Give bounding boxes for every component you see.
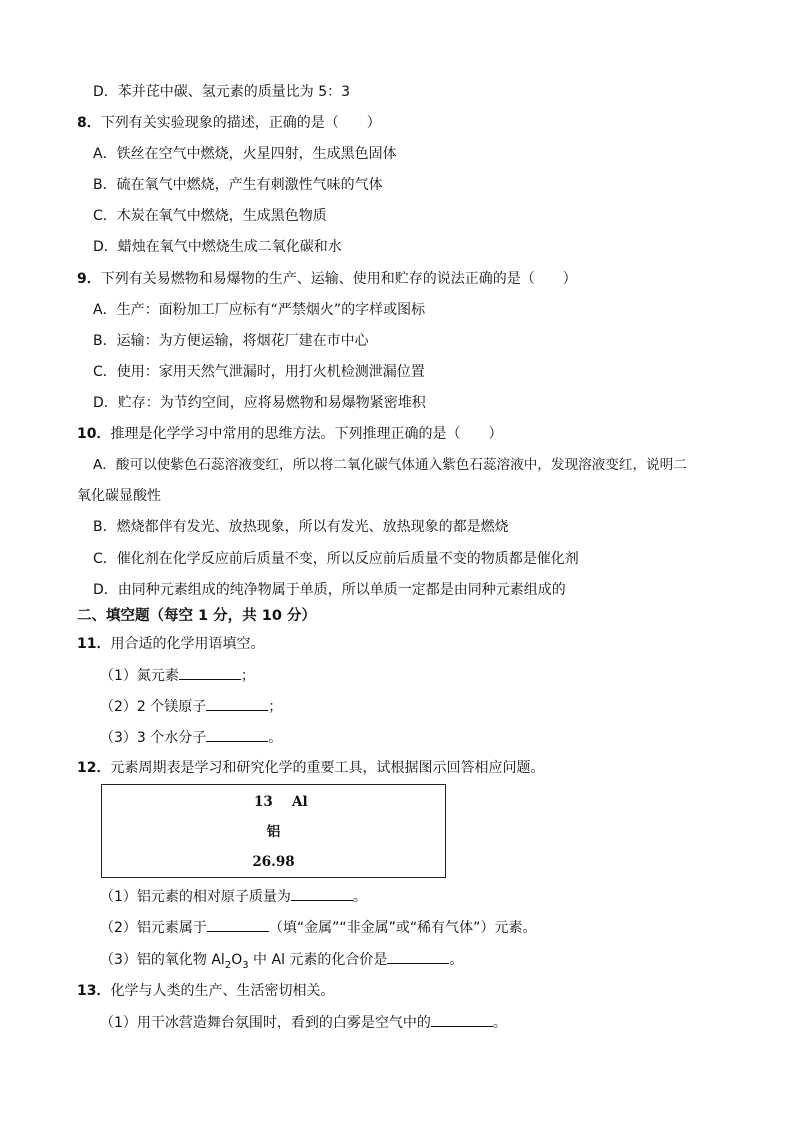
q10-stem <box>77 424 502 444</box>
q9-option-b: B．运输：为方便运输，将烟花厂建在市中心 <box>93 333 369 349</box>
q10-option-a-line2: 氧化碳显酸性 <box>77 488 161 504</box>
q12-stem-text: 元素周期表是学习和研究化学的重要工具，试根据图示回答相应问题。 <box>110 760 545 776</box>
q12-item-3-pre: （3）铝的氧化物 Al <box>100 952 225 968</box>
q10-number: 10． <box>77 426 111 442</box>
answer-blank[interactable] <box>206 696 268 711</box>
q7-option-d: D．苯并芘中碳、氢元素的质量比为 5：3 <box>93 84 351 100</box>
q13-stem <box>77 981 334 1001</box>
answer-blank[interactable] <box>387 949 449 964</box>
q8-stem-text: 下列有关实验现象的描述，正确的是（ ） <box>100 115 381 131</box>
q11-item-1-label: （1）氮元素 <box>100 668 179 684</box>
q8-option-b: B．硫在氧气中燃烧，产生有刺激性气味的气体 <box>93 177 383 193</box>
answer-blank[interactable] <box>291 886 353 901</box>
q11-item-3-label: （3）3 个水分子 <box>100 730 207 746</box>
q11-item-3-end: 。 <box>268 730 283 746</box>
q10-option-b: B．燃烧都伴有发光、放热现象，所以有发光、放热现象的都是燃烧 <box>93 519 509 535</box>
answer-blank[interactable] <box>206 727 268 742</box>
q8-option-c: C．木炭在氧气中燃烧，生成黑色物质 <box>93 208 327 224</box>
q10-option-a-line1: A．酸可以使紫色石蕊溶液变红，所以将二氧化碳气体通入紫色石蕊溶液中，发现溶液变红，说明二 <box>93 457 687 473</box>
q12-item-1-end: 。 <box>352 889 367 905</box>
q12-item-3-post: 中 Al 元素的化合价是 <box>248 952 388 968</box>
q12-stem <box>77 758 544 778</box>
section-heading-fill-in: 二、填空题（每空 1 分，共 10 分） <box>77 608 316 624</box>
q9-stem <box>77 269 577 289</box>
atomic-number: 13 <box>254 794 273 810</box>
q8-option-a: A．铁丝在空气中燃烧，火星四射，生成黑色固体 <box>93 146 397 162</box>
element-name: 铝 <box>266 824 281 840</box>
q11-stem-text: 用合适的化学用语填空。 <box>110 636 265 652</box>
q12-item-1-label: （1）铝元素的相对原子质量为 <box>100 889 291 905</box>
answer-blank[interactable] <box>431 1012 493 1027</box>
element-symbol: Al <box>292 794 308 810</box>
q9-stem-text: 下列有关易燃物和易爆物的生产、运输、使用和贮存的说法正确的是（ ） <box>100 271 577 287</box>
q9-number: 9． <box>77 271 101 287</box>
q10-stem-text: 推理是化学学习中常用的思维方法。下列推理正确的是（ ） <box>110 426 503 442</box>
atomic-mass: 26.98 <box>252 854 295 870</box>
q11-stem <box>77 634 264 654</box>
q11-item-1-end: ； <box>240 668 255 684</box>
q13-item-1 <box>100 1012 507 1033</box>
q12-number: 12． <box>77 760 111 776</box>
q9-option-d: D．贮存：为节约空间，应将易燃物和易爆物紧密堆积 <box>93 395 426 411</box>
q12-item-3 <box>100 949 463 976</box>
q9-option-c: C．使用：家用天然气泄漏时，用打火机检测泄漏位置 <box>93 364 425 380</box>
answer-blank[interactable] <box>179 665 241 680</box>
q12-item-1 <box>100 886 367 907</box>
formula-subscript: 3 <box>242 959 249 971</box>
q12-item-2 <box>100 917 536 938</box>
q11-item-3 <box>100 727 282 748</box>
q10-option-c: C．催化剂在化学反应前后质量不变，所以反应前后质量不变的物质都是催化剂 <box>93 551 579 567</box>
q10-option-d: D．由同种元素组成的纯净物属于单质，所以单质一定都是由同种元素组成的 <box>93 582 566 598</box>
q12-item-2-label: （2）铝元素属于 <box>100 920 207 936</box>
q8-number: 8． <box>77 115 101 131</box>
q12-item-3-mid: O <box>231 952 243 968</box>
q12-item-2-end: （填“金属”“非金属”或“稀有气体”）元素。 <box>268 920 537 936</box>
q13-item-1-label: （1）用干冰营造舞台氛围时，看到的白雾是空气中的 <box>100 1015 431 1031</box>
q13-stem-text: 化学与人类的生产、生活密切相关。 <box>110 983 335 999</box>
formula-subscript: 2 <box>224 959 232 971</box>
periodic-table-cell <box>101 784 446 878</box>
q11-item-2-label: （2）2 个镁原子 <box>100 699 207 715</box>
q11-number: 11． <box>77 636 111 652</box>
q11-item-1 <box>100 665 255 686</box>
q9-option-a: A．生产：面粉加工厂应标有“严禁烟火”的字样或图标 <box>93 302 426 318</box>
q11-item-2 <box>100 696 282 717</box>
q13-number: 13． <box>77 983 111 999</box>
answer-blank[interactable] <box>207 917 269 932</box>
q8-stem <box>77 113 381 133</box>
q11-item-2-end: ； <box>268 699 283 715</box>
q13-item-1-end: 。 <box>492 1015 507 1031</box>
q8-option-d: D．蜡烛在氧气中燃烧生成二氧化碳和水 <box>93 239 342 255</box>
q12-item-3-end: 。 <box>449 952 464 968</box>
